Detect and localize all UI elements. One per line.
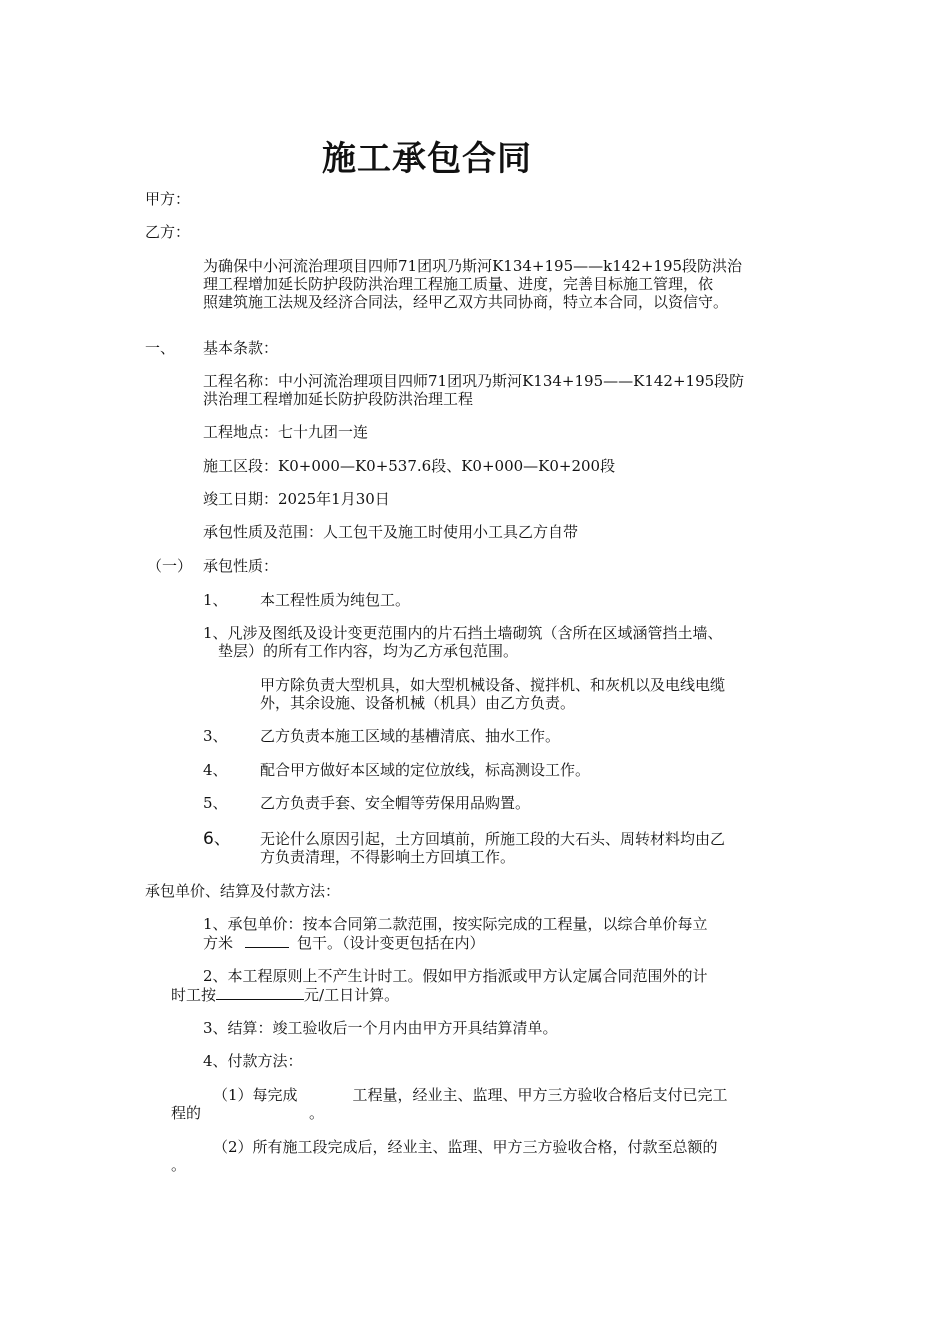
project-name-line-2: 洪治理工程增加延长防护段防洪治理工程: [203, 390, 474, 408]
intro-line-3: 照建筑施工法规及经济合同法，经甲乙双方共同协商，特立本合同，以资信守。: [203, 293, 729, 311]
payment-2-line-1: （2）所有施工段完成后，经业主、监理、甲方三方验收合格，付款至总额的: [213, 1138, 718, 1156]
item-6-line-2: 方负责清理，不得影响土方回填工作。: [260, 848, 516, 866]
party-a-label: 甲方：: [145, 190, 191, 208]
item-5-text: 乙方负责手套、安全帽等劳保用品购置。: [260, 794, 531, 812]
payment-method-heading: 4、付款方法：: [203, 1052, 303, 1070]
daily-rate-blank: [216, 984, 304, 1000]
payment-1-line-1: （1）每完成 工程量，经业主、监理、甲方三方验收合格后支付已完工: [213, 1086, 728, 1104]
item-3-number: 3、: [203, 727, 228, 745]
item-3-text: 乙方负责本施工区域的基槽清底、抽水工作。: [260, 727, 561, 745]
party-b-label: 乙方：: [145, 223, 191, 241]
payment-heading: 承包单价、结算及付款方法：: [145, 882, 341, 900]
unit-price-blank: [245, 932, 289, 948]
item-5-number: 5、: [203, 794, 228, 812]
item-1-number: 1、: [203, 591, 228, 609]
intro-line-1: 为确保中小河流治理项目四师71团巩乃斯河K134+195——k142+195段防洪治: [203, 257, 743, 275]
page-title: 施工承包合同: [322, 139, 532, 179]
project-location: 工程地点：七十九团一连: [203, 423, 369, 441]
settlement-clause: 3、结算：竣工验收后一个月内由甲方开具结算清单。: [203, 1019, 558, 1037]
item-4-text: 配合甲方做好本区域的定位放线，标高测设工作。: [260, 761, 591, 779]
item-2b-line-2: 外，其余设施、设备机械（机具）由乙方负责。: [260, 694, 576, 712]
unit-price-line-2: 方米 包干。（设计变更包括在内）: [203, 934, 485, 952]
payment-1-line-2: 程的 。: [171, 1104, 325, 1122]
item-6-line-1: 无论什么原因引起，土方回填前，所施工段的大石头、周转材料均由乙: [260, 830, 726, 848]
item-6-number: 6、: [203, 829, 231, 849]
completion-date: 竣工日期：2025年1月30日: [203, 490, 390, 508]
payment-2-line-2: 。: [171, 1156, 187, 1174]
item-2b-line-1: 甲方除负责大型机具，如大型机械设备、搅拌机、和灰机以及电线电缆: [260, 676, 726, 694]
item-2-line-2: 垫层）的所有工作内容，均为乙方承包范围。: [218, 642, 519, 660]
item-4-number: 4、: [203, 761, 228, 779]
timed-work-line-2: 时工按 元/工日计算。: [171, 986, 400, 1004]
timed-work-line-1: 2、本工程原则上不产生计时工。假如甲方指派或甲方认定属合同范围外的计: [203, 967, 708, 985]
section-1-number: 一、: [145, 339, 176, 357]
intro-line-2: 理工程增加延长防护段防洪治理工程施工质量、进度，完善目标施工管理，依: [203, 275, 714, 293]
contract-nature-scope: 承包性质及范围：人工包干及施工时使用小工具乙方自带: [203, 523, 579, 541]
construction-section: 施工区段：K0+000—K0+537.6段、K0+000—K0+200段: [203, 457, 616, 475]
item-2-line-1: 1、凡涉及图纸及设计变更范围内的片石挡土墙砌筑（含所在区域涵管挡土墙、: [203, 624, 723, 642]
subsection-1-heading: 承包性质：: [203, 557, 279, 575]
subsection-1-number: （一）: [147, 557, 193, 575]
project-name-line-1: 工程名称：中小河流治理项目四师71团巩乃斯河K134+195——K142+195段防: [203, 372, 745, 390]
item-1-text: 本工程性质为纯包工。: [260, 591, 411, 609]
section-1-heading: 基本条款：: [203, 339, 279, 357]
unit-price-line-1: 1、承包单价：按本合同第二款范围，按实际完成的工程量，以综合单价每立: [203, 915, 708, 933]
